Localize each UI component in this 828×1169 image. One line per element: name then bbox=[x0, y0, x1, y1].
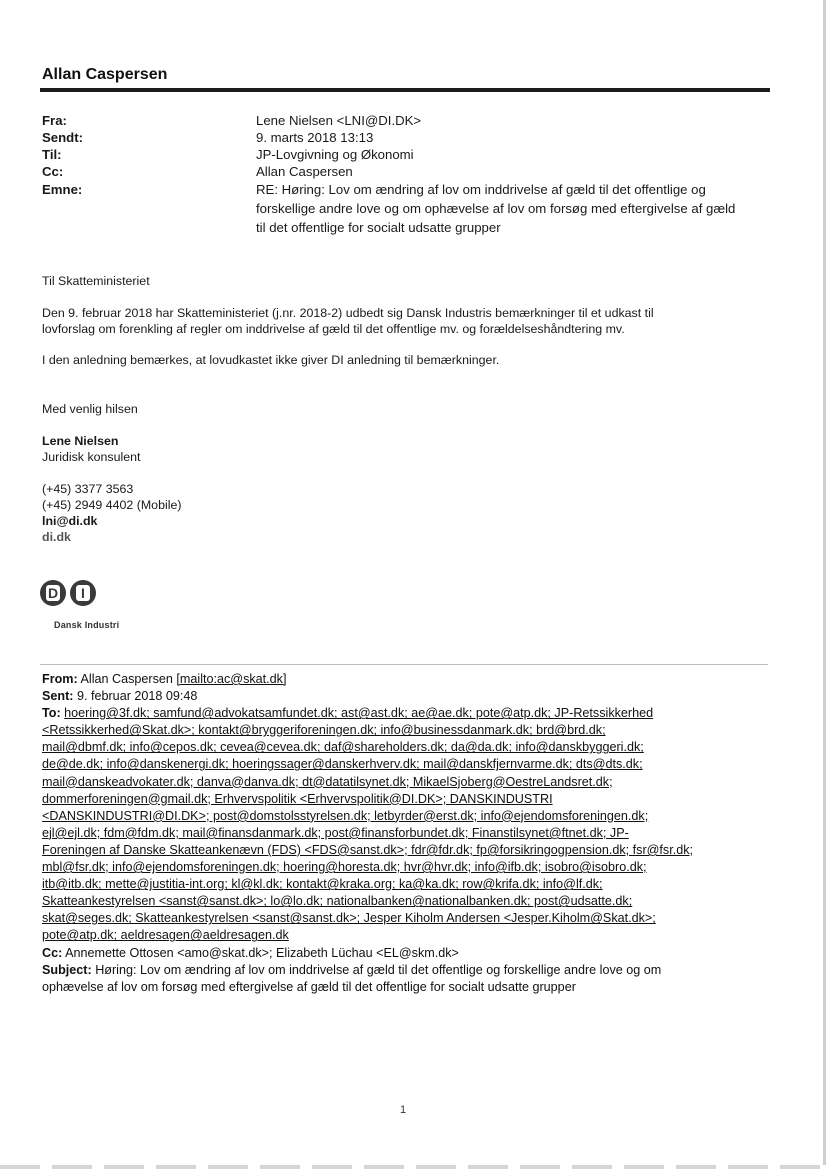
forward-sent-label: Sent: bbox=[42, 689, 74, 704]
forward-cc-row bbox=[42, 945, 772, 962]
scan-edge-right bbox=[823, 0, 826, 1169]
cc-label: Cc: bbox=[42, 164, 64, 179]
subject-line-1: RE: Høring: Lov om ændring af lov om inddrivelse af gæld til det offentlige og bbox=[256, 182, 706, 197]
forward-sent-value: 9. februar 2018 09:48 bbox=[76, 689, 198, 704]
forward-to-line-1[interactable]: hoering@3f.dk; samfund@advokatsamfundet.dk; ast@ast.dk; ae@ae.dk; pote@atp.dk; JP-Retssikkerhed bbox=[64, 706, 654, 721]
logo-name: Dansk Industri bbox=[54, 620, 120, 630]
author-name: Allan Caspersen bbox=[42, 66, 168, 83]
signature-title: Juridisk konsulent bbox=[42, 450, 141, 464]
signature-web[interactable]: di.dk bbox=[42, 530, 71, 544]
forward-to-line-12[interactable]: Skatteankestyrelsen <sanst@sanst.dk>; lo@lo.dk; nationalbanken@nationalbanken.dk; post@udsatte.dk; bbox=[42, 894, 633, 909]
from-value: Lene Nielsen <LNI@DI.DK> bbox=[256, 113, 422, 128]
forward-to-line-2[interactable]: <Retssikkerhed@Skat.dk>; kontakt@bryggeriforeningen.dk; info@businessdanmark.dk; brd@brd.dk; bbox=[42, 723, 606, 738]
cc-value: Allan Caspersen bbox=[256, 164, 353, 179]
forward-to-line-6[interactable]: dommerforeningen@gmail.dk; Erhvervspolitik <Erhvervspolitik@DI.DK>; DANSKINDUSTRI bbox=[42, 791, 553, 806]
forward-from-value: Allan Caspersen bbox=[80, 672, 173, 686]
closing: Med venlig hilsen bbox=[42, 402, 138, 416]
subject-label: Emne: bbox=[42, 182, 83, 197]
forward-subject-line-2: ophævelse af lov om forsøg med eftergivelse af gæld til det offentlige for socialt udsatte grupper bbox=[42, 979, 576, 994]
forward-cc-label: Cc: bbox=[42, 945, 63, 960]
from-label: Fra: bbox=[42, 113, 67, 128]
paragraph-1-line-1: Den 9. februar 2018 har Skatteministeriet (j.nr. 2018-2) udbedt sig Dansk Industris bemærkninger til et udkast til bbox=[42, 306, 654, 320]
forward-to-line-8[interactable]: ejl@ejl.dk; fdm@fdm.dk; mail@finansdanmark.dk; post@finansforbundet.dk; Finanstilsynet@ftnet.dk; JP- bbox=[42, 825, 629, 840]
to-value: JP-Lovgivning og Økonomi bbox=[256, 147, 414, 162]
sent-label: Sendt: bbox=[42, 130, 84, 145]
logo-letter-i: I bbox=[81, 585, 85, 601]
subject-line-3: til det offentlige for socialt udsatte grupper bbox=[256, 220, 501, 235]
paragraph-1-line-2: lovforslag om forenkling af regler om inddrivelse af gæld til det offentlige mv. og forældelseshåndtering mv. bbox=[42, 322, 625, 336]
forward-cc-value[interactable]: Annemette Ottosen <amo@skat.dk>; Elizabeth Lüchau <EL@skm.dk> bbox=[65, 945, 459, 960]
forward-from-mailto[interactable]: [mailto:ac@skat.dk] bbox=[176, 672, 287, 686]
signature-name: Lene Nielsen bbox=[42, 434, 119, 448]
forward-to-line-7[interactable]: <DANSKINDUSTRI@DI.DK>; post@domstolsstyrelsen.dk; letbyrder@erst.dk; info@ejendomsforeningen.dk; bbox=[42, 808, 649, 823]
forward-subject-line-1: Høring: Lov om ændring af lov om inddrivelse af gæld til det offentlige og forskellige andre love og om bbox=[95, 962, 662, 977]
forward-to-line-14[interactable]: pote@atp.dk; aeldresagen@aeldresagen.dk bbox=[42, 928, 289, 943]
signature-email[interactable]: lni@di.dk bbox=[42, 514, 98, 528]
forward-to-line-10[interactable]: mbl@fsr.dk; info@ejendomsforeningen.dk; hoering@horesta.dk; hvr@hvr.dk; info@ifb.dk; isobro@isobro.dk; bbox=[42, 860, 647, 875]
header-rule bbox=[40, 88, 770, 92]
scan-edge-bottom bbox=[0, 1165, 828, 1169]
forward-sent-row bbox=[42, 688, 772, 705]
forward-separator bbox=[40, 664, 768, 665]
forwarded-message bbox=[42, 671, 772, 996]
forward-from-row bbox=[42, 671, 772, 688]
forward-to-line-5[interactable]: mail@danskeadvokater.dk; danva@danva.dk; dt@datatilsynet.dk; MikaelSjoberg@OestreLandsret.dk; bbox=[42, 774, 613, 789]
forward-to-line-11[interactable]: itb@itb.dk; mette@justitia-int.org; kl@kl.dk; kontakt@kraka.org; ka@ka.dk; row@krifa.dk; info@lf.dk; bbox=[42, 877, 603, 892]
sent-value: 9. marts 2018 13:13 bbox=[256, 130, 374, 145]
forward-to-line-13[interactable]: skat@seges.dk; Skatteankestyrelsen <sanst@sanst.dk>; Jesper Kiholm Andersen <Jesper.Kiholm@Skat.dk>; bbox=[42, 911, 656, 926]
forward-to-label: To: bbox=[42, 706, 61, 721]
forward-subject-label: Subject: bbox=[42, 962, 92, 977]
forward-from-label: From: bbox=[42, 672, 78, 686]
forward-to-line-3[interactable]: mail@dbmf.dk; info@cepos.dk; cevea@cevea.dk; daf@shareholders.dk; da@da.dk; info@danskbyggeri.dk; bbox=[42, 740, 644, 755]
signature-phone: (+45) 3377 3563 bbox=[42, 482, 134, 496]
logo-letter-d: D bbox=[47, 585, 59, 601]
greeting: Til Skatteministeriet bbox=[42, 274, 150, 288]
forward-subject-row bbox=[42, 962, 772, 979]
subject-line-2: forskellige andre love og om ophævelse af lov om forsøg med eftergivelse af gæld bbox=[256, 201, 736, 216]
page-number: 1 bbox=[400, 1104, 407, 1116]
forward-to-line-4[interactable]: de@de.dk; info@danskenergi.dk; hoeringssager@danskerhverv.dk; mail@danskfjernvarme.dk; dts@dts.dk; bbox=[42, 757, 643, 772]
signature-mobile: (+45) 2949 4402 (Mobile) bbox=[42, 498, 182, 512]
to-label: Til: bbox=[42, 147, 62, 162]
forward-to-line-9[interactable]: Foreningen af Danske Skatteankenævn (FDS) <FDS@sanst.dk>; fdr@fdr.dk; fp@forsikringogpension.dk; fsr@fsr.dk; bbox=[42, 842, 694, 857]
forward-to-row bbox=[42, 705, 772, 722]
paragraph-2: I den anledning bemærkes, at lovudkastet ikke giver DI anledning til bemærkninger. bbox=[42, 353, 500, 367]
dansk-industri-logo bbox=[40, 580, 160, 640]
